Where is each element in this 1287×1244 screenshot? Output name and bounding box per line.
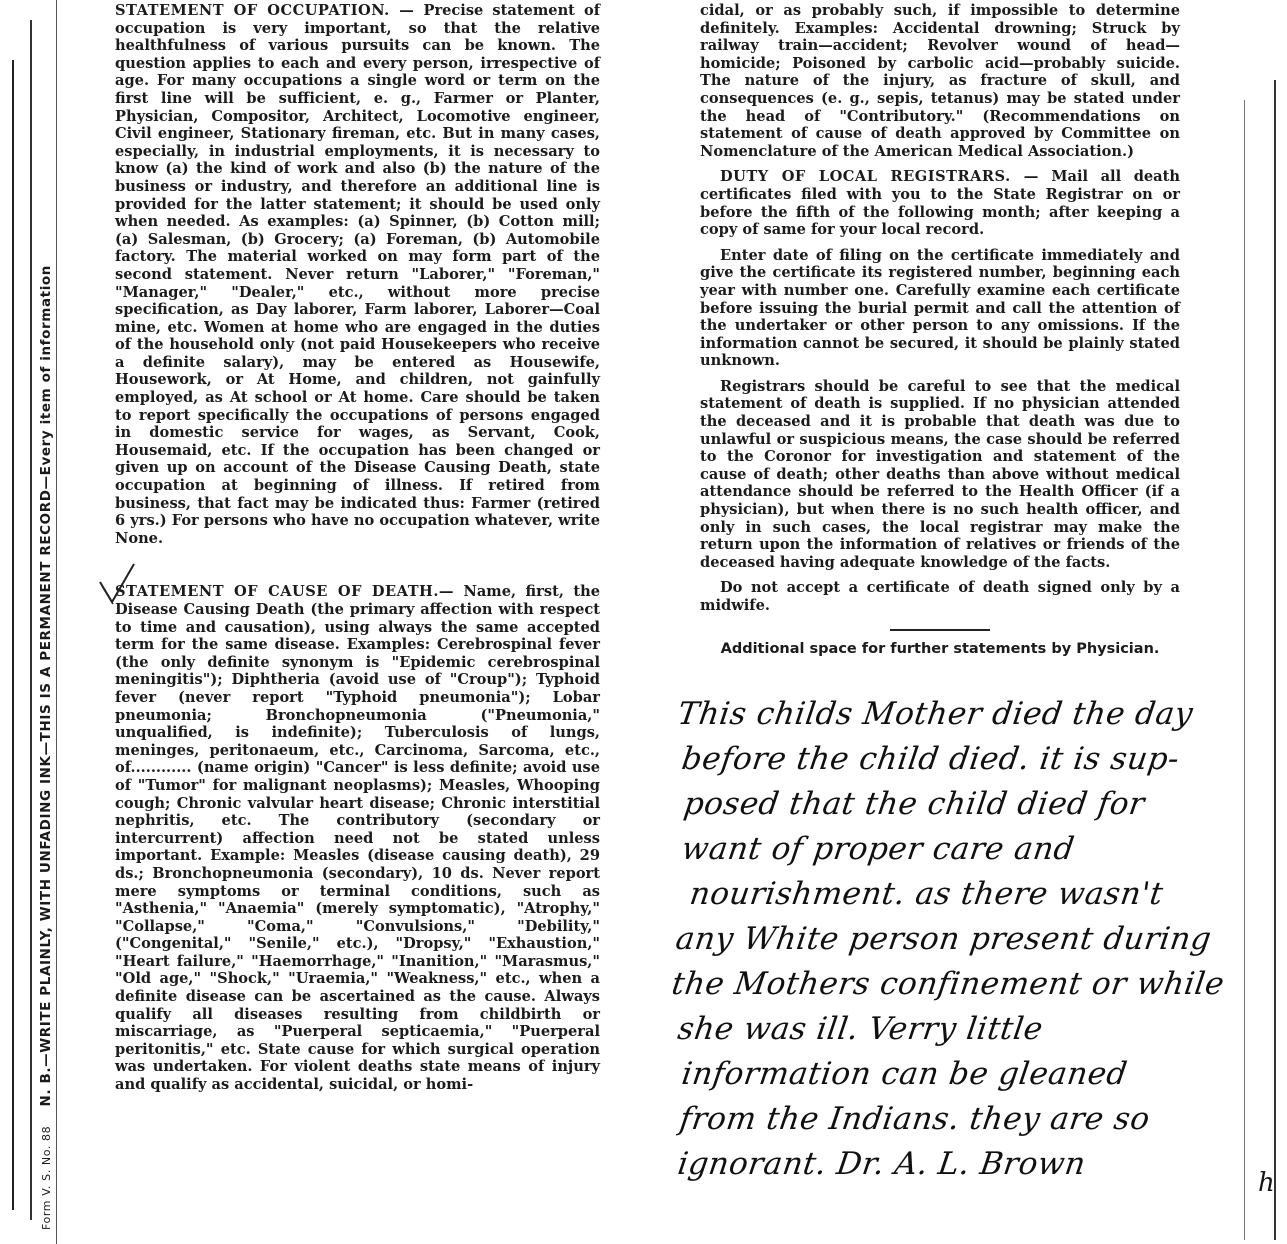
cause-continued: cidal, or as probably such, if impossible to determine definitely. Examples: Accidental drowning; Struck by railway train—accident; Revolver wound of head—homicide; Poisoned by carbolic acid—probably suicide. The nature of the injury, as fracture of skull, and consequences (e. g., sepis, tetanus) may be stated under the head of "Contributory." (Recommendations on statement of cause of death approved by Committee on Nomenclature of the American Medical Association.) (700, 2, 1180, 160)
handwritten-line: from the Indians. they are so (677, 1101, 1153, 1137)
duty-text-1: Mail all death certificates filed with you to the State Registrar on or before the fifth of the following month; after keeping a copy of same for your local record. (700, 168, 1180, 239)
duty-paragraph-2: Enter date of filing on the certificate immediately and give the certificate its registered number, beginning each year with number one. Carefully examine each certificate before issuing the burial permit and call the attention of the undertaker or other person to any omissions. If the information cannot be secured, it should be plainly stated unknown. (700, 246, 1180, 370)
occupation-text: Precise statement of occupation is very important, so that the relative healthfulness of various pursuits can be known. The question applies to each and every person, irrespective of age. For many occupations a single word or term on the first line will be sufficient, e. g., Farmer or Planter, Physician, Compositor, Architect, Locomotive engineer, Civil engineer, Stationary fireman, etc. But in many cases, especially, in industrial employments, it is necessary to know (a) the kind of work and also (b) the nature of the business or industry, and therefore an additional line is provided for the latter statement; it should be used only when needed. As examples: (a) Spinner, (b) Cotton mill; (a) Salesman, (b) Grocery; (a) Foreman, (b) Automobile factory. The material worked on may form part of the second statement. Never return "Laborer," "Foreman," "Manager," "Dealer," etc., without more precise specification, as Day laborer, Farm laborer, Laborer—Coal mine, etc. Women at home who are engaged in the duties of the household only (not paid Housekeepers who receive a definite salary), may be entered as Housewife, Housework, or At Home, and children, not gainfully employed, as At school or At home. Care should be taken to report specifically the occupations of persons engaged in domestic service for wages, as Servant, Cook, Housemaid, etc. If the occupation has been changed or given up on account of the Disease Causing Death, state occupation at beginning of illness. If retired from business, that fact may be indicated thus: Farmer (retired 6 yrs.) For persons who have no occupation whatever, write None. (115, 2, 600, 547)
duty-paragraph-1 (700, 168, 1180, 238)
physician-handwritten-statement (669, 692, 1232, 1187)
handwritten-line: before the child died. it is sup- (679, 741, 1182, 777)
handwritten-line: any White person present during (673, 921, 1214, 957)
form-number: Form V. S. No. 88 (40, 1125, 53, 1230)
handwritten-line: information can be gleaned (679, 1056, 1130, 1092)
right-margin-strip (1238, 0, 1287, 1244)
margin-vertical-text (38, 50, 54, 1230)
additional-space-label: Additional space for further statements by Physician. (720, 640, 1160, 657)
duty-paragraph-3: Registrars should be careful to see that the medical statement of death is supplied. If no physician attended the deceased and it is probable that death was due to unlawful or suspicious means, the case should be referred to the Coronor for investigation and statement of the cause of death; other deaths than above without medical attendance should be referred to the Health Officer (if a physician), but when there is no such health officer, and only in such cases, the local registrar may make the return upon the information of relatives or friends of the deceased having adequate knowledge of the facts. (700, 377, 1180, 571)
section-divider (890, 629, 990, 631)
margin-instruction: N. B.—WRITE PLAINLY, WITH UNFADING INK—THIS IS A PERMANENT RECORD—Every item of information (38, 264, 54, 1107)
handwritten-line: she was ill. Verry little (675, 1011, 1046, 1047)
duty-paragraph-4: Do not accept a certificate of death signed only by a midwife. (700, 579, 1180, 614)
handwritten-line: the Mothers confinement or while (669, 966, 1227, 1002)
handwritten-line: want of proper care and (679, 831, 1077, 867)
occupation-paragraph (115, 2, 600, 547)
handwritten-line: This childs Mother died the day (675, 696, 1196, 732)
cause-text: Name, first, the Disease Causing Death (the primary affection with respect to time and causation), using always the same accepted term for the same disease. Examples: Cerebrospinal fever (the only definite synonym is "Epidemic cerebrospinal meningitis"); Diphtheria (avoid use of "Croup"); Typhoid fever (never report "Typhoid pneumonia"); Lobar pneumonia; Bronchopneumonia ("Pneumonia," unqualified, is indefinite); Tuberculosis of lungs, meninges, peritonaeum, etc., Carcinoma, Sarcoma, etc., of............ (name origin) "Cancer" is less definite; avoid use of "Tumor" for malignant neoplasms); Measles, Whooping cough; Chronic valvular heart disease; Chronic interstitial nephritis, etc. The contributory (secondary or intercurrent) affection need not be stated unless important. Example: Measles (disease causing death), 29 ds.; Bronchopneumonia (secondary), 10 ds. Never report mere symptoms or terminal conditions, such as "Asthenia," "Anaemia" (merely symptomatic), "Atrophy," "Collapse," "Coma," "Convulsions," "Debility," ("Congenital," "Senile," etc.), "Dropsy," "Exhaustion," "Heart failure," "Haemorrhage," "Inanition," "Marasmus," "Old age," "Shock," "Uraemia," "Weakness," etc., when a definite disease can be ascertained as the cause. Always qualify all diseases resulting from childbirth or miscarriage, as "Puerperal septicaemia," "Puerperal peritonitis," etc. State cause for which surgical operation was undertaken. For violent deaths state means of injury and qualify as accidental, suicidal, or homi- (115, 583, 600, 1094)
cause-paragraph (115, 583, 600, 1093)
duty-heading: DUTY OF LOCAL REGISTRARS. — (720, 168, 1039, 186)
handwritten-line: nourishment. as there wasn't (687, 876, 1166, 912)
right-column (700, 2, 1180, 658)
cause-heading: STATEMENT OF CAUSE OF DEATH.— (115, 583, 455, 601)
occupation-heading: STATEMENT OF OCCUPATION. — (115, 2, 415, 19)
right-edge-mark: h (1258, 1168, 1275, 1198)
handwritten-line: posed that the child died for (681, 786, 1148, 822)
left-column (115, 2, 600, 1094)
handwritten-signature-line: ignorant. Dr. A. L. Brown (675, 1146, 1089, 1182)
left-margin-strip (0, 0, 62, 1244)
